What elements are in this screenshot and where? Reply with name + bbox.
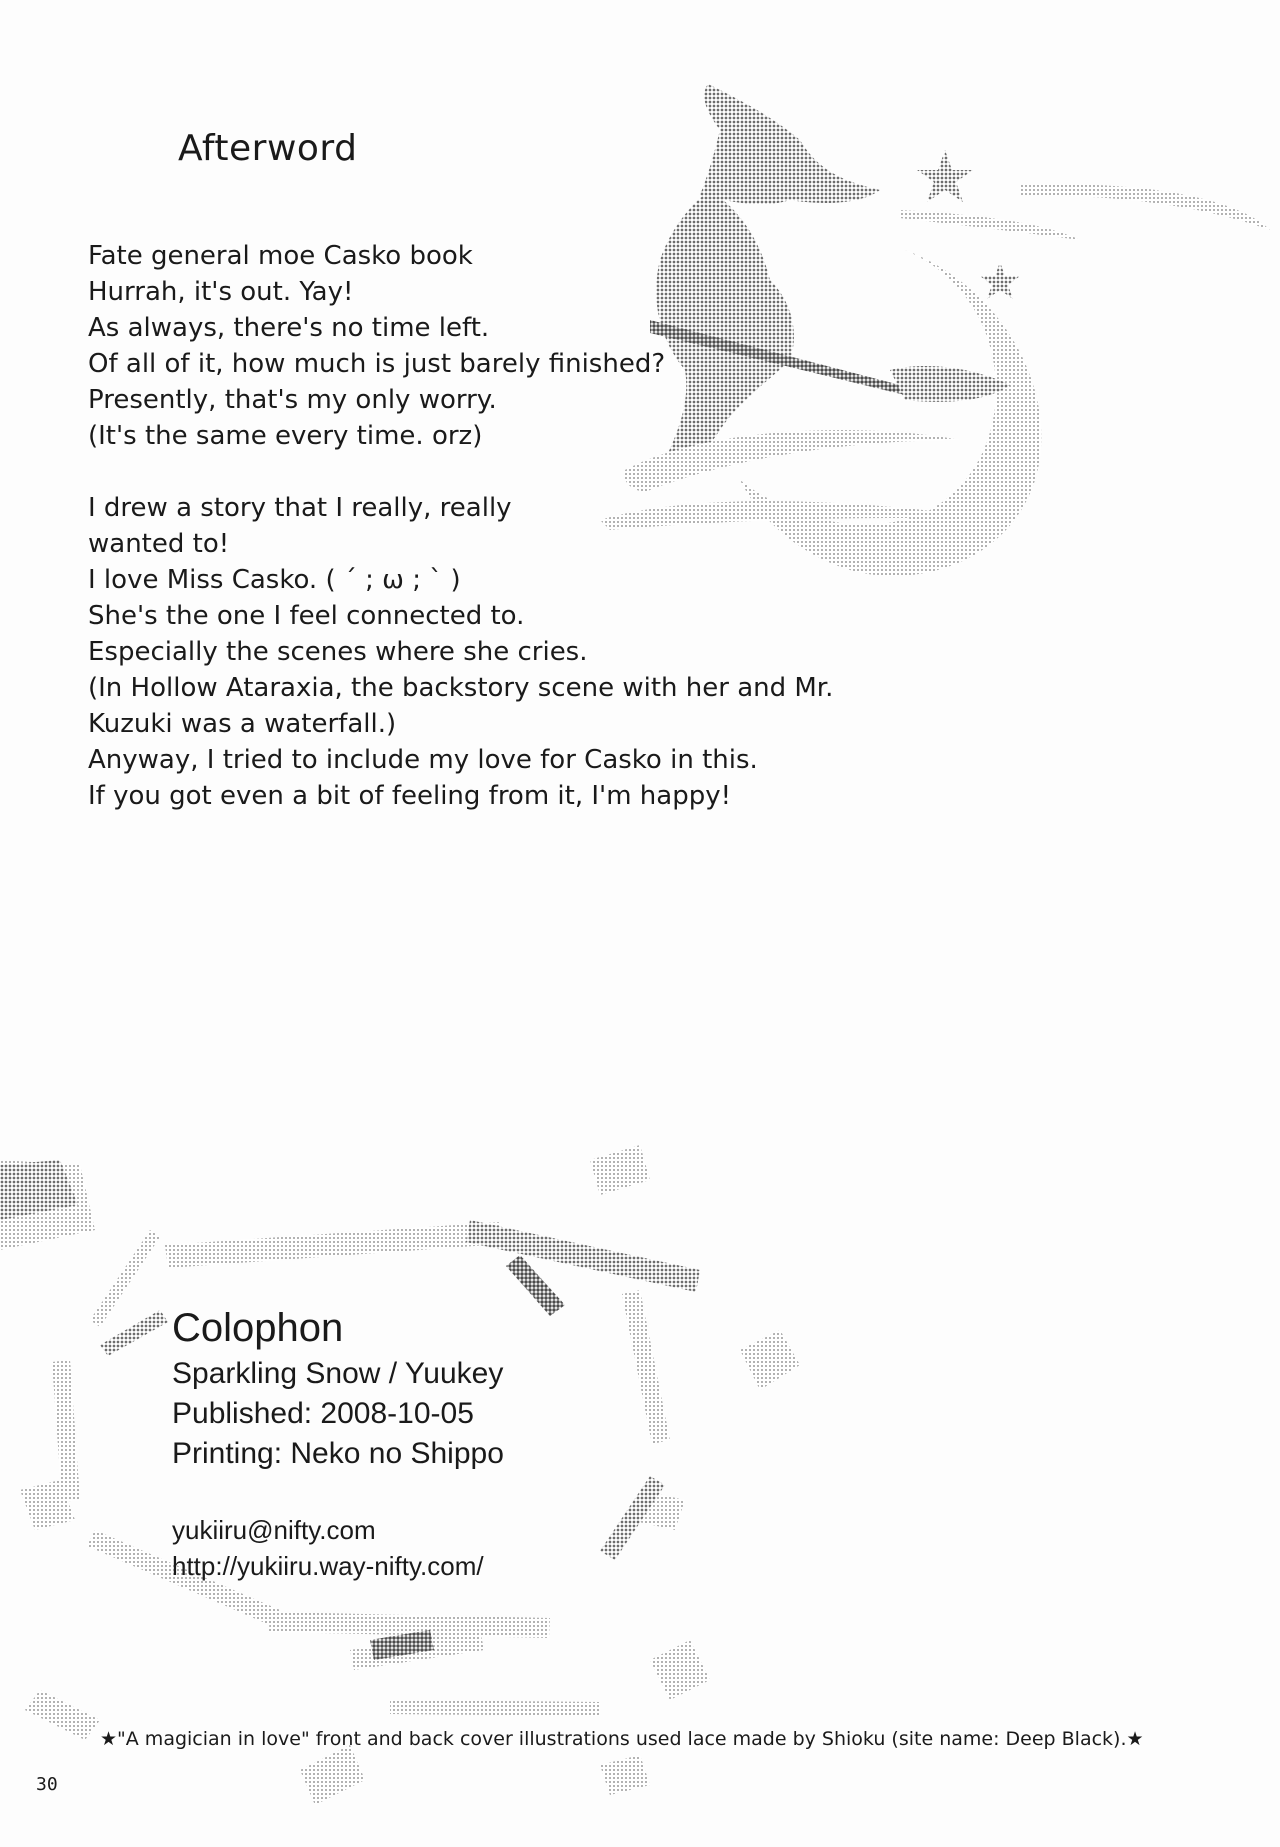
afterword-line: Anyway, I tried to include my love for Casko in this. [88, 745, 758, 775]
printer: Printing: Neko no Shippo [172, 1437, 504, 1470]
afterword-line: (In Hollow Ataraxia, the backstory scene with her and Mr. [88, 673, 834, 703]
afterword-line: As always, there's no time left. [88, 313, 490, 343]
website-url: http://yukiiru.way-nifty.com/ [172, 1551, 484, 1581]
afterword-line: She's the one I feel connected to. [88, 601, 525, 631]
paragraph-gap [88, 454, 988, 490]
afterword-line: Of all of it, how much is just barely finished? [88, 349, 666, 379]
afterword-line: Fate general moe Casko book [88, 241, 473, 271]
contact-email: yukiiru@nifty.com [172, 1515, 376, 1545]
afterword-line: Especially the scenes where she cries. [88, 637, 588, 667]
afterword-title: Afterword [178, 128, 358, 169]
cover-credit-note: ★"A magician in love" front and back cover illustrations used lace made by Shioku (site name: Deep Black).★ [100, 1728, 1144, 1750]
afterword-line: wanted to! [88, 529, 230, 559]
afterword-line: If you got even a bit of feeling from it, I'm happy! [88, 781, 732, 811]
afterword-line: I love Miss Casko. ( ´ ; ω ; ` ) [88, 565, 461, 595]
page-number: 30 [36, 1774, 58, 1795]
afterword-line: Kuzuki was a waterfall.) [88, 709, 397, 739]
published-date: Published: 2008-10-05 [172, 1397, 474, 1430]
circle-author: Sparkling Snow / Yuukey [172, 1357, 504, 1390]
afterword-line: (It's the same every time. orz) [88, 421, 483, 451]
colophon-spacer [172, 1474, 504, 1512]
colophon-heading: Colophon [172, 1306, 344, 1350]
afterword-line: Presently, that's my only worry. [88, 385, 497, 415]
afterword-line: Hurrah, it's out. Yay! [88, 277, 354, 307]
afterword-body [88, 238, 988, 814]
colophon-block [172, 1302, 504, 1584]
afterword-line: I drew a story that I really, really [88, 493, 512, 523]
